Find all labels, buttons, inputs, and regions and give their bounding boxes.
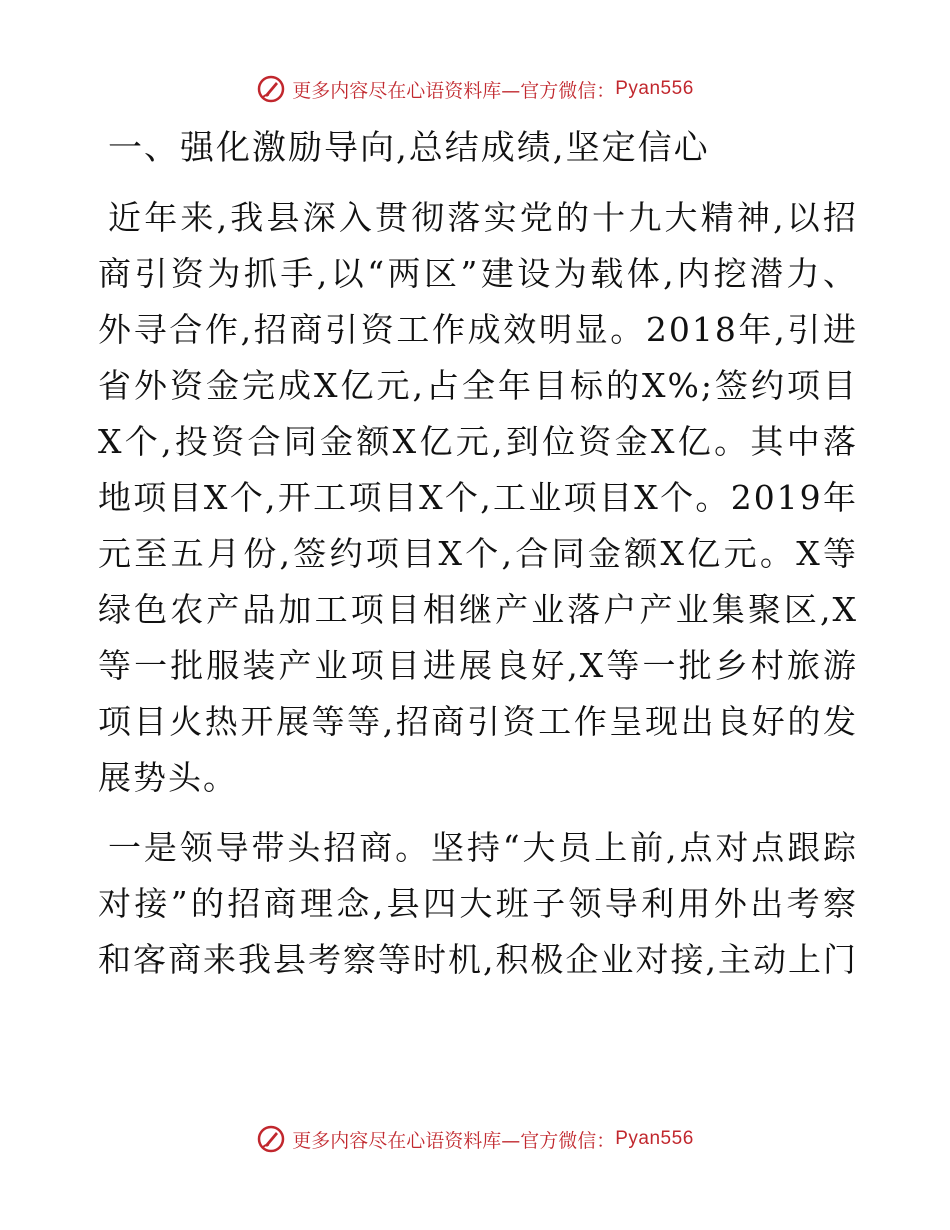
paragraph-2: 一是领导带头招商。坚持“大员上前,点对点跟踪对接”的招商理念,县四大班子领导利用外出考察和客商来我县考察等时机,积极企业对接,主动上门 xyxy=(98,828,858,979)
footer-banner xyxy=(0,1124,950,1154)
quill-seal-icon xyxy=(256,1124,286,1154)
header-banner xyxy=(0,74,950,104)
paragraph-1: 近年来,我县深入贯彻落实党的十九大精神,以招商引资为抓手,以“两区”建设为载体,内挖潜力、外寻合作,招商引资工作成效明显。2018年,引进省外资金完成X亿元,占全年目标的X%;签约项目X个,投资合同金额X亿元,到位资金X亿。其中落地项目X个,开工项目X个,工业项目X个。2019年元至五月份,签约项目X个,合同金额X亿元。X等绿色农产品加工项目相继产业落户产业集聚区,X等一批服装产业项目进展良好,X等一批乡村旅游项目火热开展等等,招商引资工作呈现出良好的发展势头。 xyxy=(98,198,858,797)
quill-seal-icon xyxy=(256,74,286,104)
banner-text: 更多内容尽在心语资料库—官方微信： xyxy=(292,79,616,102)
section-heading: 一、强化激励导向,总结成绩,坚定信心 xyxy=(108,128,710,168)
banner-wechat-id: Pyan556 xyxy=(615,78,694,99)
banner-wechat-id: Pyan556 xyxy=(615,1128,694,1149)
document-body xyxy=(98,122,858,1002)
banner-text: 更多内容尽在心语资料库—官方微信： xyxy=(292,1129,616,1152)
